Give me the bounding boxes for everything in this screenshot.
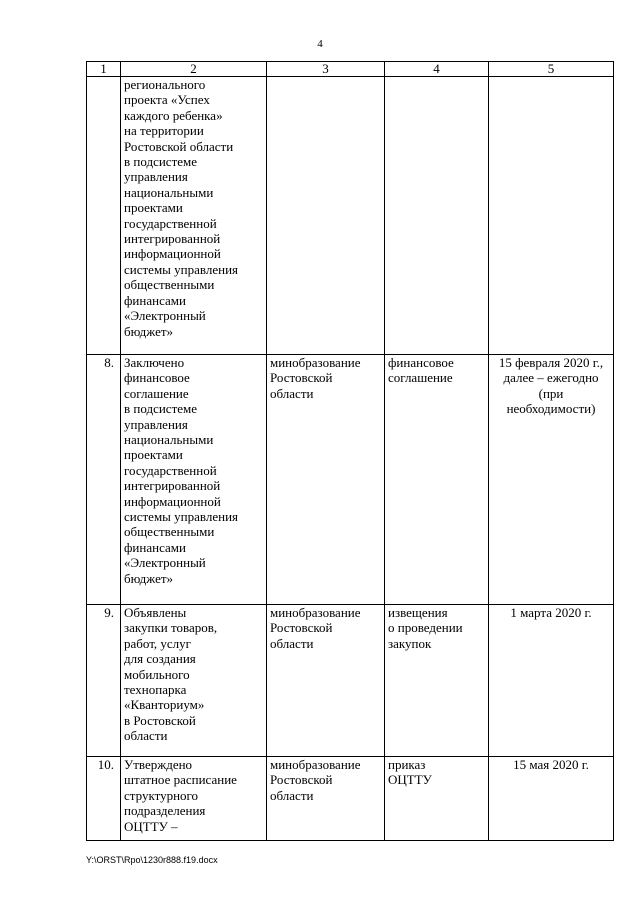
row-executor: минобразование Ростовской области bbox=[267, 757, 385, 841]
plan-table bbox=[86, 61, 614, 841]
row-executor bbox=[267, 77, 385, 355]
row-result: извещения о проведении закупок bbox=[385, 605, 489, 757]
row-task: Заключено финансовое соглашение в подсистеме управления национальными проектами государственной интегрированной информационной системы управления общественными финансами «Электронный бюджет» bbox=[121, 355, 267, 605]
table-row bbox=[87, 757, 614, 841]
table-row bbox=[87, 605, 614, 757]
row-executor: минобразование Ростовской области bbox=[267, 355, 385, 605]
row-number: 8. bbox=[87, 355, 121, 605]
row-task: регионального проекта «Успех каждого ребенка» на территории Ростовской области в подсистеме управления национальными проектами государственной интегрированной информационной системы управления общественными финансами «Электронный бюджет» bbox=[121, 77, 267, 355]
row-result: финансовое соглашение bbox=[385, 355, 489, 605]
row-deadline bbox=[489, 77, 614, 355]
row-number bbox=[87, 77, 121, 355]
row-deadline: 15 февраля 2020 г., далее – ежегодно (при необходимости) bbox=[489, 355, 614, 605]
table-header-row bbox=[87, 62, 614, 77]
row-result: приказ ОЦТТУ bbox=[385, 757, 489, 841]
row-result bbox=[385, 77, 489, 355]
row-number: 9. bbox=[87, 605, 121, 757]
table-row bbox=[87, 77, 614, 355]
header-col-5: 5 bbox=[489, 62, 614, 77]
header-col-1: 1 bbox=[87, 62, 121, 77]
file-path-footer: Y:\ORST\Rpo\1230r888.f19.docx bbox=[86, 855, 218, 865]
row-task: Утверждено штатное расписание структурного подразделения ОЦТТУ – bbox=[121, 757, 267, 841]
row-task: Объявлены закупки товаров, работ, услуг для создания мобильного технопарка «Кванториум» в Ростовской области bbox=[121, 605, 267, 757]
header-col-3: 3 bbox=[267, 62, 385, 77]
row-number: 10. bbox=[87, 757, 121, 841]
row-deadline: 1 марта 2020 г. bbox=[489, 605, 614, 757]
header-col-4: 4 bbox=[385, 62, 489, 77]
row-executor: минобразование Ростовской области bbox=[267, 605, 385, 757]
row-deadline: 15 мая 2020 г. bbox=[489, 757, 614, 841]
header-col-2: 2 bbox=[121, 62, 267, 77]
table-row bbox=[87, 355, 614, 605]
page-number: 4 bbox=[317, 38, 323, 50]
